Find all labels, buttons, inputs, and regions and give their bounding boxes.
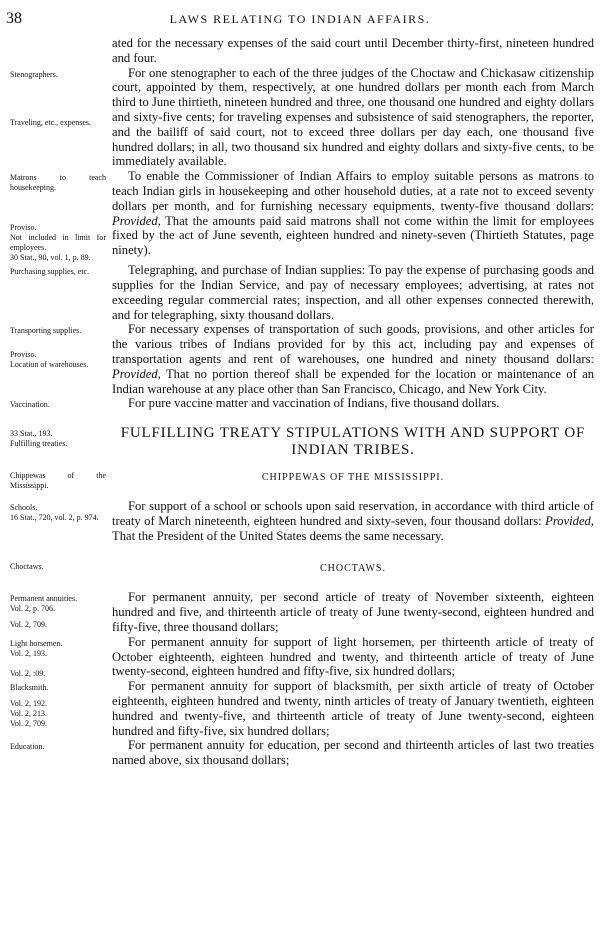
margin-note: Not included in limit for employees. [10, 233, 106, 253]
paragraph-row [10, 66, 594, 170]
margin-note: 30 Stat., 90, vol. 1, p. 89. [10, 253, 91, 263]
margin-note: Permanent annuities. [10, 594, 78, 604]
margin-note: Matrons to teach housekeeping. [10, 173, 106, 193]
margin-note: Vol. 2, p. 706. [10, 604, 55, 614]
margin-column [10, 499, 112, 523]
subheading-chippewas: CHIPPEWAS OF THE MISSISSIPPI. [261, 472, 445, 484]
paragraph-row [10, 738, 594, 768]
margin-note: Vol. 2, 192. [10, 699, 47, 709]
paragraph-education: For permanent annuity for education, per second and thirteenth articles of last two treaties named above, six thousand dollars; [112, 738, 594, 768]
margin-column [10, 263, 112, 277]
margin-column [10, 590, 112, 630]
paragraph-stenographers: For one stenographer to each of the three judges of the Choctaw and Chickasaw citizenship court, appointed by them, respectively, at one hundred dollars per month each from March third to June thirtieth, nineteen hundred and three, one thousand one hundred and eighty dollars and sixty-five cents; for traveling expenses and subsistence of said stenographers, the reporter, and the bailiff of said court, not to exceed three dollars per day each, one thousand five hundred dollars; in all, two thousand six hundred and eighty dollars and sixty-five cents, to be immediately available. [112, 65, 594, 169]
margin-note: Vol. 2, 213. [10, 709, 47, 719]
paragraph-telegraphing: Telegraphing, and purchase of Indian supplies: To pay the expense of purchasing goods and supplies for the Indian Service, and pay of necessary employees; advertising, at rates not exceeding regular commercial rates; inspection, and all other expenses connected therewith, and for telegraphing, sixty thousand dollars. [112, 263, 594, 322]
paragraph-row [10, 36, 594, 66]
margin-column [10, 425, 112, 449]
paragraph-row [10, 635, 594, 679]
margin-note: Proviso. [10, 350, 37, 360]
margin-note: Vol. 2, 709. [10, 719, 47, 729]
page-number: 38 [6, 10, 22, 27]
margin-note: Vol. 2, 709. [10, 620, 47, 630]
margin-column [10, 635, 112, 679]
margin-note: Stenographers. [10, 69, 58, 79]
margin-note: Education. [10, 742, 45, 752]
paragraph-matrons: To enable the Commissioner of Indian Affairs to employ suitable persons as matrons to teach Indian girls in housekeeping and other household duties, at a rate not to exceed seventy dollars per month, and for furnishing necessary equipments, twenty-five thousand dollars: Provided, That the amounts paid said matrons shall not come within the limit for employees fixed by the act of June seventh, eighteen hundred and ninety-seven (Thirtieth Statutes, page ninety). [112, 169, 594, 258]
margin-note: 16 Stat., 720, vol. 2, p. 974. [10, 513, 99, 523]
margin-note: Chippewas of the Mississippi. [10, 471, 106, 491]
margin-note: Location of warehouses. [10, 360, 89, 370]
paragraph-annuity: For permanent annuity, per second article of treaty of November sixteenth, eighteen hundred and five, and thirteenth article of treaty of June twenty-second, eighteen hundred and fifty-five, three thousand dollars; [112, 590, 594, 634]
paragraph-row [10, 322, 594, 396]
margin-column [10, 66, 112, 128]
paragraph-row [10, 169, 594, 263]
margin-column [10, 738, 112, 752]
subheading-choctaws: CHOCTAWS. [319, 562, 386, 574]
margin-note: Transporting supplies. [10, 326, 82, 336]
margin-note: Traveling, etc., expenses. [10, 117, 92, 127]
margin-note: Light horsemen. [10, 638, 63, 648]
margin-column [10, 322, 112, 370]
margin-note: Vol. 2, 193. [10, 648, 47, 658]
margin-column [10, 36, 112, 40]
margin-note: Vaccination. [10, 400, 50, 410]
paragraph-transportation: For necessary expenses of transportation of such goods, provisions, and other articles for the various tribes of Indians provided for by this act, including pay and expenses of transportation agents and rent of warehouses, one hundred and ninety thousand dollars: Provided, That no portion thereof shall be expended for the location or maintenance of an Indian warehouse at any place other than San Francisco, Chicago, and New York City. [112, 322, 594, 396]
margin-note: Fulfilling treaties. [10, 439, 68, 449]
margin-note: Purchasing supplies, etc. [10, 267, 90, 277]
margin-note: Vol. 2, :09. [10, 668, 46, 678]
margin-note: Schools. [10, 503, 38, 513]
margin-note: Choctaws. [10, 561, 44, 571]
margin-column [10, 169, 112, 263]
margin-column [10, 467, 112, 491]
paragraph-row [10, 396, 594, 411]
margin-column [10, 558, 112, 572]
margin-note: Blacksmith. [10, 683, 49, 693]
paragraph-row [10, 590, 594, 634]
margin-column [10, 396, 112, 410]
paragraph-row [10, 263, 594, 322]
subhead-row [10, 558, 594, 577]
margin-note: Proviso. [10, 223, 37, 233]
paragraph-blacksmith: For permanent annuity for support of blacksmith, per sixth article of treaty of October eighteenth, eighteen hundred and twenty, ninth articles of treaty of January twentieth, eighteen hundred and twenty-five, and thirteenth article of treaty of June twenty-second, eighteen hundred and fifty-five, six hundred dollars; [112, 679, 594, 738]
margin-column [10, 679, 112, 729]
paragraph-light-horsemen: For permanent annuity for support of light horsemen, per thirteenth article of treaty of October eighteenth, eighteen hundred and twenty, and thirteenth article of treaty of June twenty-second, eighteen hundred and fifty-five, six hundred dollars; [112, 634, 594, 679]
paragraph-row [10, 499, 594, 543]
section-row [10, 425, 594, 459]
margin-note: 33 Stat., 193. [10, 429, 53, 439]
section-title: FULFILLING TREATY STIPULATIONS WITH AND SUPPORT OF INDIAN TRIBES. [120, 425, 586, 459]
paragraph-row [10, 679, 594, 738]
paragraph-court-continued: ated for the necessary expenses of the said court until December thirty-first, nineteen hundred and four. [112, 36, 594, 65]
page-body [10, 36, 594, 768]
page-header [6, 10, 594, 30]
paragraph-vaccination: For pure vaccine matter and vaccination of Indians, five thousand dollars. [128, 396, 500, 411]
paragraph-schools: For support of a school or schools upon said reservation, in accordance with third article of treaty of March nineteenth, eighteen hundred and sixty-seven, four thousand dollars: Provided, That the President of the United States deems the same necessary. [112, 499, 594, 543]
running-title: LAWS RELATING TO INDIAN AFFAIRS. [169, 12, 431, 26]
subhead-row [10, 467, 594, 491]
